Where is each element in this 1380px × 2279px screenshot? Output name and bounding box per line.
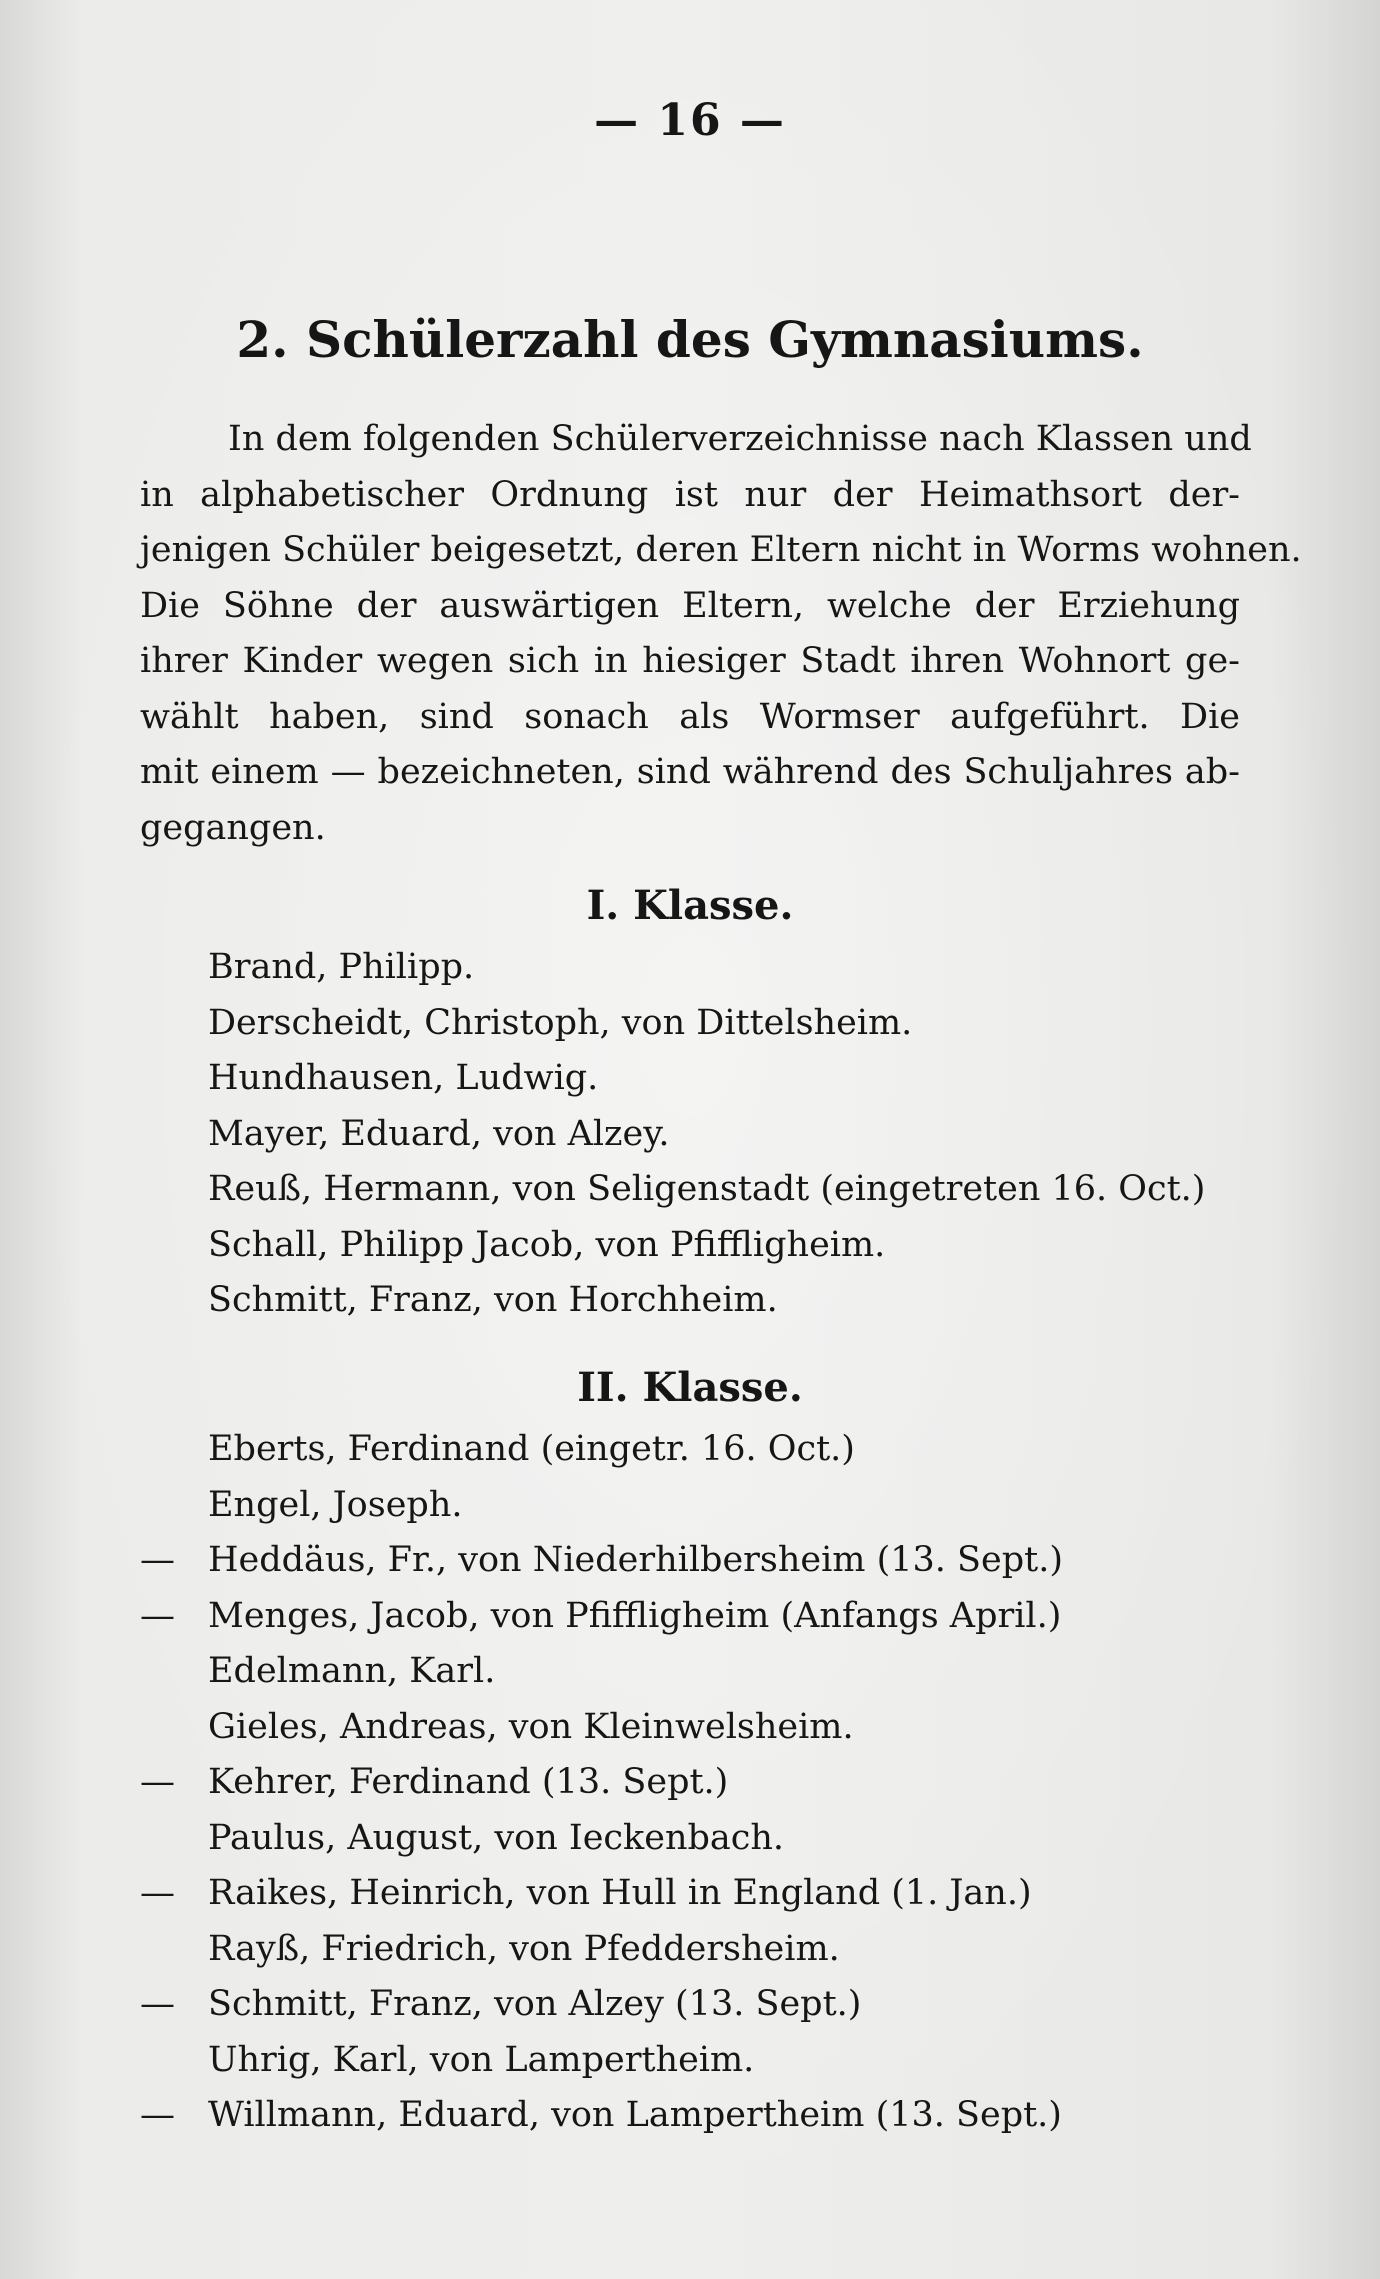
student-entry <box>140 996 1320 1052</box>
student-name: Mayer, Eduard, von Alzey. <box>208 1113 670 1154</box>
student-entry <box>140 2033 1320 2089</box>
departed-marker: — <box>140 1540 175 1580</box>
student-entry <box>140 1977 1320 2033</box>
student-entry <box>140 1811 1320 1867</box>
intro-line: ihrer Kinder wegen sich in hiesiger Stadt ihren Wohnort ge- <box>140 641 1240 681</box>
section-title: 2. Schülerzahl des Gymnasiums. <box>236 310 1144 369</box>
student-entry <box>140 1273 1320 1329</box>
student-entry <box>140 1422 1320 1478</box>
klasse-2-heading: II. Klasse. <box>577 1364 803 1411</box>
student-name: Menges, Jacob, von Pfiffligheim (Anfangs April.) <box>208 1595 1062 1636</box>
student-entry <box>140 940 1320 996</box>
student-entry <box>140 1700 1320 1756</box>
student-name: Schmitt, Franz, von Horchheim. <box>208 1280 778 1320</box>
student-entry <box>140 1589 1320 1645</box>
student-entry <box>140 2088 1320 2144</box>
student-name: Raikes, Heinrich, von Hull in England (1. Jan.) <box>208 1873 1032 1913</box>
student-entry <box>140 1533 1320 1589</box>
student-name: Rayß, Friedrich, von Pfeddersheim. <box>208 1928 840 1969</box>
student-entry <box>140 1644 1320 1700</box>
student-name: Hundhausen, Ludwig. <box>208 1058 599 1098</box>
student-entry <box>140 1922 1320 1978</box>
student-entry <box>140 1478 1320 1534</box>
klasse-2-student-list <box>140 1422 1320 2144</box>
departed-marker: — <box>140 2095 175 2135</box>
klasse-1-heading: I. Klasse. <box>586 882 794 929</box>
student-entry <box>140 1162 1320 1218</box>
student-name: Gieles, Andreas, von Kleinwelsheim. <box>208 1706 854 1747</box>
student-name: Uhrig, Karl, von Lampertheim. <box>208 2039 755 2080</box>
student-name: Kehrer, Ferdinand (13. Sept.) <box>208 1762 729 1802</box>
student-name: Willmann, Eduard, von Lampertheim (13. Sept.) <box>208 2095 1062 2135</box>
intro-line: mit einem — bezeichneten, sind während des Schuljahres ab- <box>140 752 1240 792</box>
klasse-1-student-list <box>140 940 1320 1329</box>
student-name: Heddäus, Fr., von Niederhilbersheim (13. Sept.) <box>208 1540 1063 1580</box>
student-entry <box>140 1051 1320 1107</box>
student-name: Paulus, August, von Ieckenbach. <box>208 1817 785 1858</box>
student-name: Engel, Joseph. <box>208 1484 463 1525</box>
student-name: Brand, Philipp. <box>208 947 475 987</box>
student-name: Reuß, Hermann, von Seligenstadt (eingetreten 16. Oct.) <box>208 1169 1206 1209</box>
student-entry <box>140 1218 1320 1274</box>
student-entry <box>140 1107 1320 1163</box>
intro-line: jenigen Schüler beigesetzt, deren Eltern nicht in Worms wohnen. <box>140 530 1302 570</box>
page-number: — 16 — <box>594 95 786 146</box>
intro-line: in alphabetischer Ordnung ist nur der Heimathsort der- <box>140 474 1240 515</box>
departed-marker: — <box>140 1984 175 2024</box>
student-name: Eberts, Ferdinand (eingetr. 16. Oct.) <box>208 1429 855 1469</box>
student-entry <box>140 1866 1320 1922</box>
student-name: Schmitt, Franz, von Alzey (13. Sept.) <box>208 1984 862 2024</box>
student-name: Derscheidt, Christoph, von Dittelsheim. <box>208 1002 913 1043</box>
intro-line: gegangen. <box>140 807 326 848</box>
departed-marker: — <box>140 1873 175 1913</box>
student-entry <box>140 1755 1320 1811</box>
departed-marker: — <box>140 1762 175 1802</box>
intro-paragraph <box>140 412 1302 856</box>
departed-marker: — <box>140 1595 175 1636</box>
student-name: Edelmann, Karl. <box>208 1651 496 1691</box>
intro-line: Die Söhne der auswärtigen Eltern, welche der Erziehung <box>140 585 1240 626</box>
intro-line: wählt haben, sind sonach als Wormser aufgeführt. Die <box>140 696 1240 737</box>
intro-line: In dem folgenden Schülerverzeichnisse nach Klassen und <box>228 419 1252 459</box>
student-name: Schall, Philipp Jacob, von Pfiffligheim. <box>208 1224 886 1265</box>
